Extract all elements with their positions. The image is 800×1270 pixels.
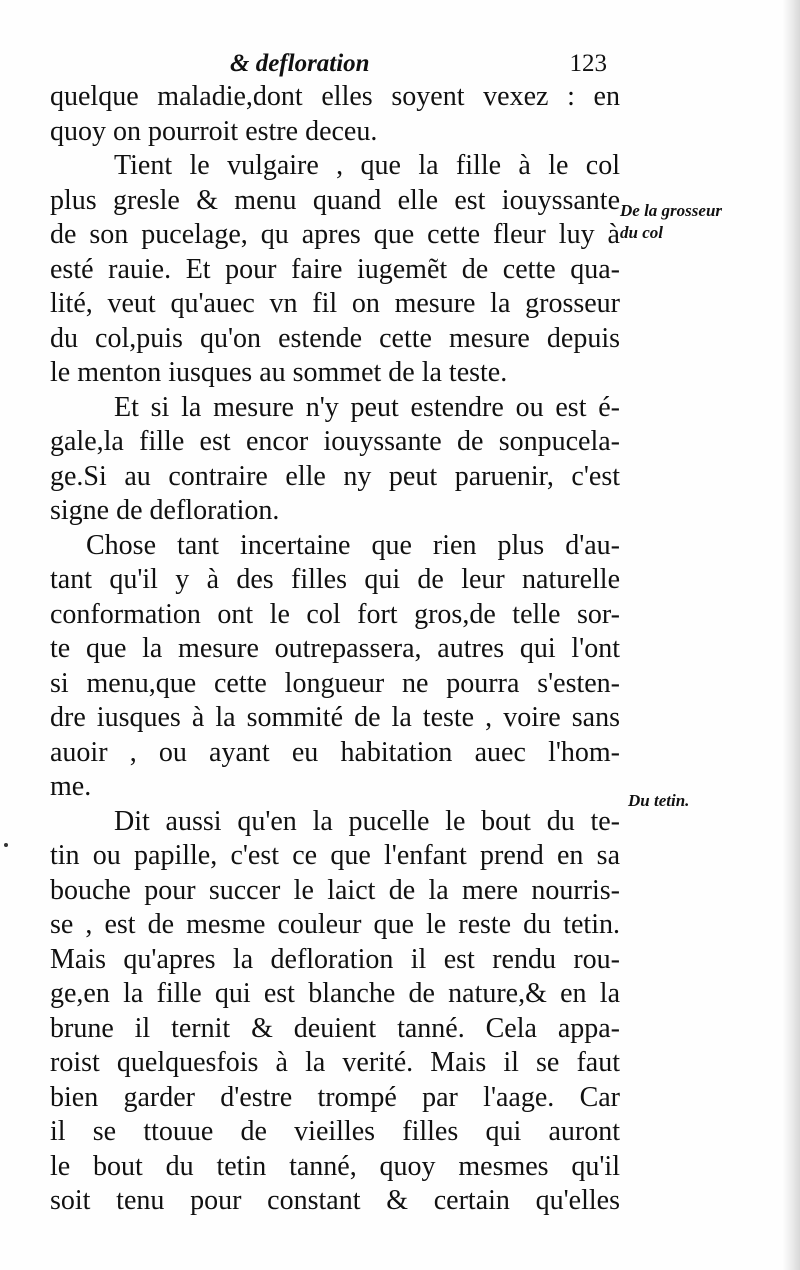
text-line: me. xyxy=(50,771,92,802)
text-line: le bout du tetin tanné, quoy mesmes qu'il xyxy=(50,1150,620,1182)
text-line: de son pucelage, qu apres que cette fleur luy à xyxy=(50,219,620,250)
text-line: Et si la mesure n'y peut estendre ou est é- xyxy=(114,391,620,423)
text-line: gale,la fille est encor iouyssante de sonpucela- xyxy=(50,426,620,457)
text-line: tin ou papille, c'est ce que l'enfant prend en sa xyxy=(50,840,620,871)
margin-note-col: De la grosseur du col xyxy=(620,201,723,242)
text-line: lité, veut qu'auec vn fil on mesure la grosseur xyxy=(50,288,620,319)
text-line: Dit aussi qu'en la pucelle le bout du te- xyxy=(114,805,620,837)
text-line: auoir , ou ayant eu habitation auec l'hom- xyxy=(50,736,620,768)
margin-note-tetin: Du tetin. xyxy=(628,791,690,810)
text-line: Chose tant incertaine que rien plus d'au- xyxy=(86,529,620,561)
text-line: quoy on pourroit estre deceu. xyxy=(50,115,378,147)
body-text xyxy=(50,80,620,1219)
text-line: quelque maladie,dont elles soyent vexez : en xyxy=(50,81,620,112)
text-line: signe de defloration. xyxy=(50,495,280,526)
text-line: bien garder d'estre trompé par l'aage. Car xyxy=(50,1081,620,1113)
running-head xyxy=(50,50,615,84)
text-line: dre iusques à la sommité de la teste , voire sans xyxy=(50,702,620,733)
text-line: te que la mesure outrepassera, autres qui l'ont xyxy=(50,633,620,664)
text-line: tant qu'il y à des filles qui de leur naturelle xyxy=(50,564,620,595)
text-line: esté rauie. Et pour faire iugemẽt de cette qua- xyxy=(50,253,620,285)
text-line: Tient le vulgaire , que la fille à le col xyxy=(114,150,620,181)
text-line: le menton iusques au sommet de la teste. xyxy=(50,357,508,388)
text-line: roist quelquesfois à la verité. Mais il se faut xyxy=(50,1047,620,1078)
text-line: Mais qu'apres la defloration il est rendu rou- xyxy=(50,943,620,975)
text-line: du col,puis qu'on estende cette mesure depuis xyxy=(50,322,620,354)
text-line: ge.Si au contraire elle ny peut paruenir, c'est xyxy=(50,460,620,492)
page-edge-shadow xyxy=(782,0,800,1270)
text-line: soit tenu pour constant & certain qu'elles xyxy=(50,1185,620,1216)
text-line: plus gresle & menu quand elle est iouyssante xyxy=(50,184,620,216)
text-line: si menu,que cette longueur ne pourra s'esten- xyxy=(50,667,620,699)
running-title: & defloration xyxy=(230,50,370,77)
text-line: bouche pour succer le laict de la mere nourris- xyxy=(50,874,620,906)
ink-speck xyxy=(4,843,8,847)
text-line: conformation ont le col fort gros,de telle sor- xyxy=(50,598,620,630)
text-line: brune il ternit & deuient tanné. Cela appa- xyxy=(50,1012,620,1044)
page-number: 123 xyxy=(569,50,607,77)
text-line: se , est de mesme couleur que le reste du tetin. xyxy=(50,909,620,940)
text-line: ge,en la fille qui est blanche de nature,& en la xyxy=(50,978,620,1009)
text-line: il se ttouue de vieilles filles qui auront xyxy=(50,1116,620,1147)
